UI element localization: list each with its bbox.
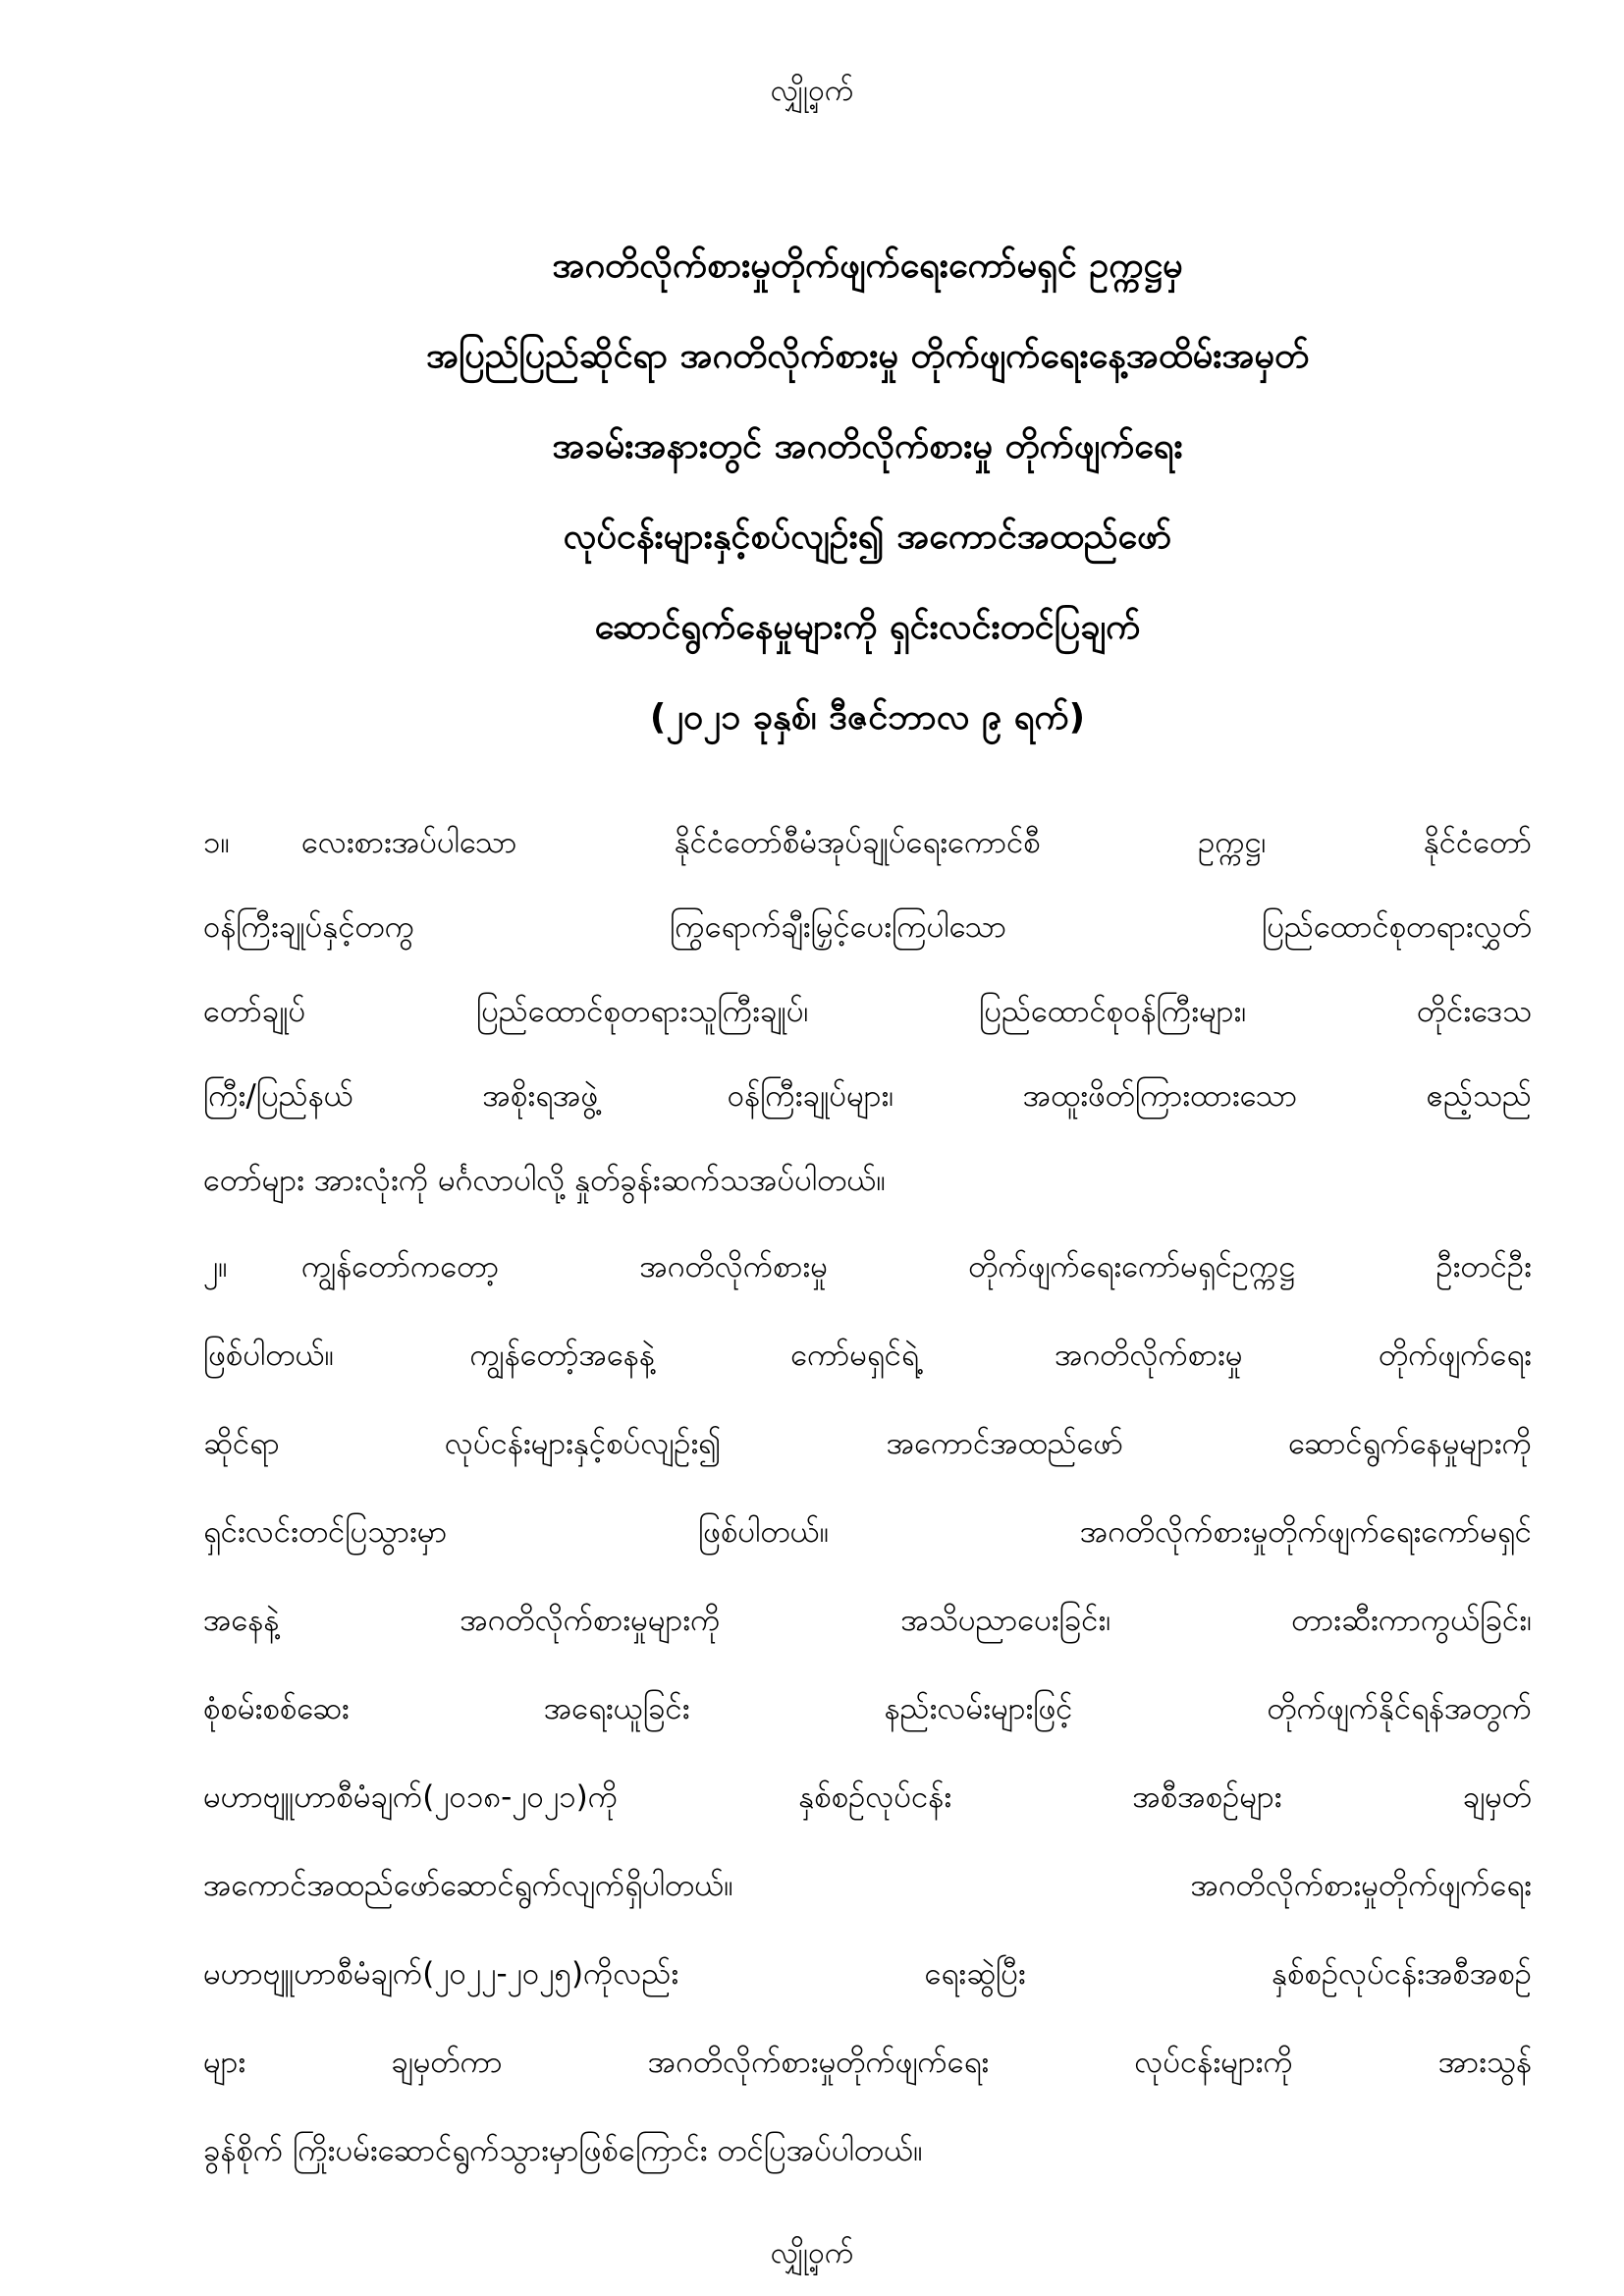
title-line: ဆောင်ရွက်နေမှုများကို ရှင်းလင်းတင်ပြချက်: [594, 607, 1141, 647]
paragraph-line: မဟာဗျူဟာစီမံချက်(၂၀၁၈-၂၀၂၁)ကို နှစ်စဉ်လုပ်ငန်း အစီအစဉ်များ ချမှတ်: [203, 1779, 1532, 1815]
paragraph-line: တော်များ အားလုံးကို မင်္ဂလာပါလို့ နှုတ်ခွန်းဆက်သအပ်ပါတယ်။: [203, 1163, 886, 1198]
paragraph-line: ခွန်စိုက် ကြိုးပမ်းဆောင်ရွက်သွားမှာဖြစ်ကြောင်း တင်ပြအပ်ပါတယ်။: [203, 2133, 923, 2168]
paragraph-line: [203, 800, 1532, 885]
paragraph-line: အကောင်အထည်ဖော်ဆောင်ရွက်လျက်ရှိပါတယ်။ အဂတိလိုက်စားမှုတိုက်ဖျက်ရေး: [203, 1868, 1532, 1903]
paragraph-number: ၂။: [203, 1249, 228, 1285]
title-date: (၂၀၂၁ ခုနှစ်၊ ဒီဇင်ဘာလ ၉ ရက်): [649, 697, 1086, 738]
classification-footer: လျှို့ဝှက်: [770, 2236, 854, 2270]
paragraph-line: ရှင်းလင်းတင်ပြသွားမှာ ဖြစ်ပါတယ်။ အဂတိလိုက်စားမှုတိုက်ဖျက်ရေးကော်မရှင်: [203, 1514, 1532, 1550]
paragraph-1: [203, 800, 1532, 1223]
paragraph-line: ကြီး/ပြည်နယ် အစိုးရအဖွဲ့ ဝန်ကြီးချုပ်များ၊ အထူးဖိတ်ကြားထားသော ဧည့်သည်: [203, 1078, 1532, 1114]
paragraph-line: ဝန်ကြီးချုပ်နှင့်တကွ ကြွရောက်ချီးမြှင့်ပေးကြပါသော ပြည်ထောင်စုတရားလွှတ်: [203, 909, 1532, 945]
paragraph-line: [203, 1223, 1532, 1311]
title-line: အပြည်ပြည်ဆိုင်ရာ အဂတိလိုက်စားမှု တိုက်ဖျက်ရေးနေ့အထိမ်းအမှတ်: [425, 336, 1310, 376]
paragraph-line: တော်ချုပ် ပြည်ထောင်စုတရားသူကြီးချုပ်၊ ပြည်ထောင်စုဝန်ကြီးများ၊ တိုင်းဒေသ: [203, 994, 1532, 1029]
paragraph-line: များ ချမှတ်ကာ အဂတိလိုက်စားမှုတိုက်ဖျက်ရေး လုပ်ငန်းများကို အားသွန်: [203, 2045, 1532, 2080]
paragraph-line-text: လေးစားအပ်ပါသော နိုင်ငံတော်စီမံအုပ်ချုပ်ရေးကောင်စီ ဥက္ကဋ္ဌ၊ နိုင်ငံတော်: [301, 825, 1532, 860]
document-title: [203, 221, 1532, 763]
title-line: အခမ်းအနားတွင် အဂတိလိုက်စားမှု တိုက်ဖျက်ရေး: [552, 426, 1183, 466]
title-line: အဂတိလိုက်စားမှုတိုက်ဖျက်ရေးကော်မရှင် ဥက္ကဋ္ဌမှ: [552, 246, 1183, 286]
paragraph-line: ဖြစ်ပါတယ်။ ကျွန်တော့်အနေနဲ့ ကော်မရှင်ရဲ့ အဂတိလိုက်စားမှု တိုက်ဖျက်ရေး: [203, 1338, 1532, 1373]
classification-header: လျှို့ဝှက်: [770, 74, 854, 108]
paragraph-line: မဟာဗျူဟာစီမံချက်(၂၀၂၂-၂၀၂၅)ကိုလည်း ရေးဆွဲပြီး နှစ်စဉ်လုပ်ငန်းအစီအစဉ်: [203, 1956, 1532, 1992]
paragraph-number: ၁။: [203, 825, 230, 860]
paragraph-line-text: ကျွန်တော်ကတော့ အဂတိလိုက်စားမှု တိုက်ဖျက်ရေးကော်မရှင်ဥက္ကဋ္ဌ ဦးတင်ဦး: [301, 1249, 1532, 1285]
paragraph-line: စုံစမ်းစစ်ဆေး အရေးယူခြင်း နည်းလမ်းများဖြင့် တိုက်ဖျက်နိုင်ရန်အတွက်: [203, 1691, 1532, 1726]
title-line: လုပ်ငန်းများနှင့်စပ်လျဉ်း၍ အကောင်အထည်ဖော်: [563, 517, 1172, 557]
paragraph-line: ဆိုင်ရာ လုပ်ငန်းများနှင့်စပ်လျဉ်း၍ အကောင်အထည်ဖော် ဆောင်ရွက်နေမှုများကို: [203, 1426, 1532, 1461]
paragraph-line: အနေနဲ့ အဂတိလိုက်စားမှုများကို အသိပညာပေးခြင်း၊ တားဆီးကာကွယ်ခြင်း၊: [203, 1603, 1532, 1638]
paragraph-2: [203, 1223, 1532, 2195]
